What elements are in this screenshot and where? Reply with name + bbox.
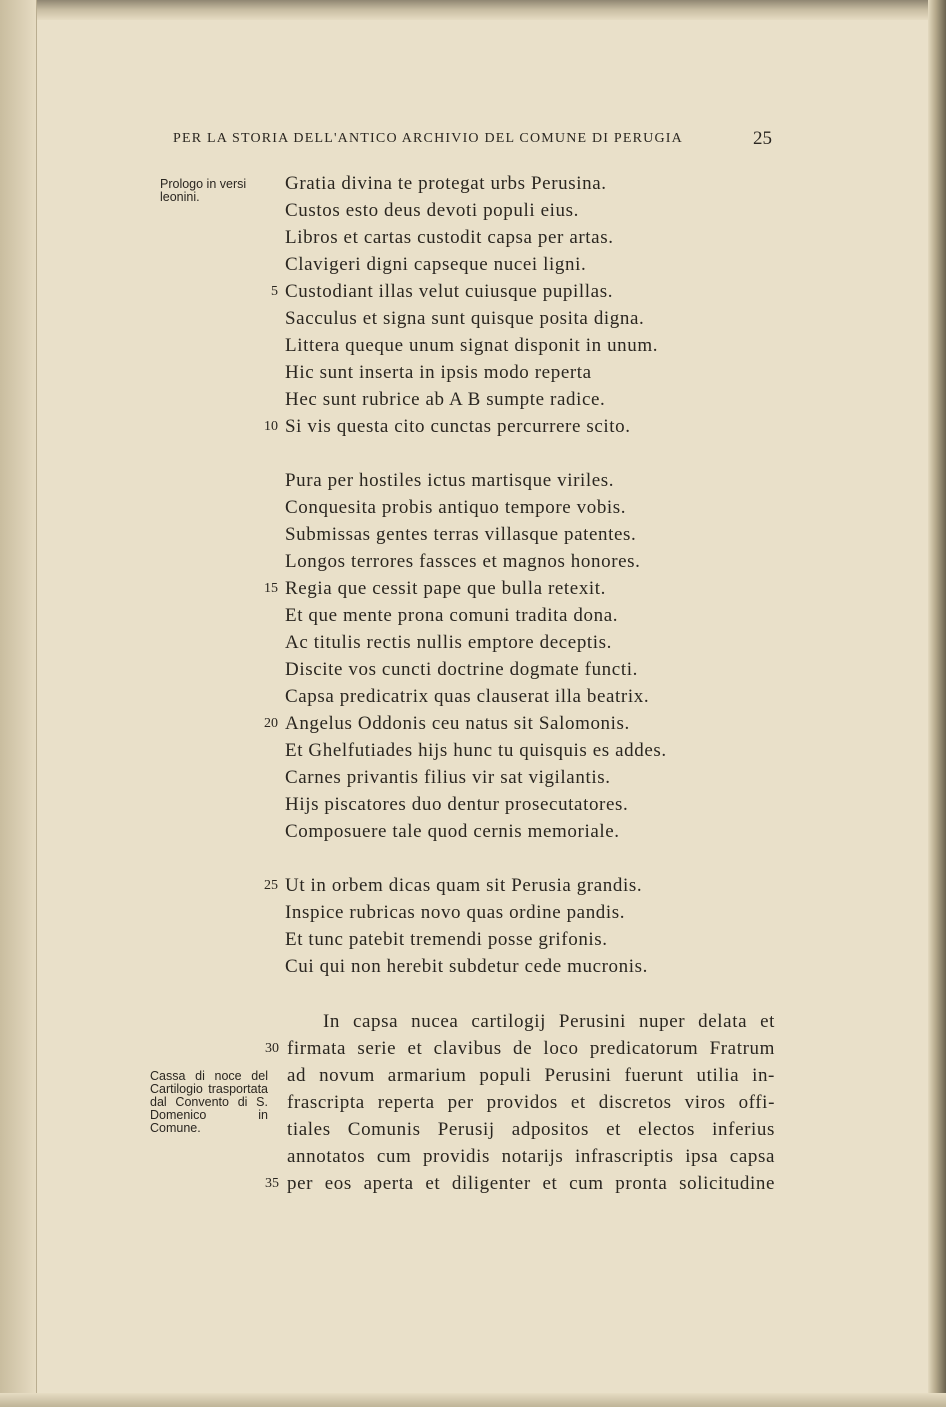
verse-line: Carnes privantis filius vir sat vigilantis. xyxy=(285,767,611,788)
verse-line: Longos terrores fassces et magnos honores. xyxy=(285,551,641,572)
prose-line: In capsa nucea cartilogij Perusini nuper delata et xyxy=(323,1011,775,1032)
verse-line: Pura per hostiles ictus martisque viriles. xyxy=(285,470,615,491)
prose-line: firmata serie et clavibus de loco predicatorum Fratrum xyxy=(287,1038,775,1059)
prose-line: frascripta reperta per providos et discretos viros offi- xyxy=(287,1092,775,1113)
verse-line: Sacculus et signa sunt quisque posita digna. xyxy=(285,308,645,329)
verse-line: Composuere tale quod cernis memoriale. xyxy=(285,821,620,842)
line-number: 15 xyxy=(264,581,278,596)
line-number: 35 xyxy=(265,1176,279,1191)
verse-line: Cui qui non herebit subdetur cede mucronis. xyxy=(285,956,648,977)
line-number: 30 xyxy=(265,1041,279,1056)
prose-line: tiales Comunis Perusij adpositos et electos inferius xyxy=(287,1119,775,1140)
verse-line: Hic sunt inserta in ipsis modo reperta xyxy=(285,362,592,383)
verse-line: Inspice rubricas novo quas ordine pandis. xyxy=(285,902,626,923)
line-number: 20 xyxy=(264,716,278,731)
margin-note-cassa: Cassa di noce del Cartilogio trasportata dal Convento di S. Domenico in Comune. xyxy=(150,1069,268,1135)
verse-line: Custos esto deus devoti populi eius. xyxy=(285,200,579,221)
page-left-edge xyxy=(0,0,37,1407)
prose-line: annotatos cum providis notarijs infrascriptis ipsa capsa xyxy=(287,1146,775,1167)
margin-note-prologo: Prologo in versi leonini. xyxy=(160,177,247,204)
verse-line: Si vis questa cito cunctas percurrere scito. xyxy=(285,416,631,437)
verse-line: Conquesita probis antiquo tempore vobis. xyxy=(285,497,627,518)
prose-line: ad novum armarium populi Perusini fuerunt utilia in- xyxy=(287,1065,775,1086)
verse-line: Regia que cessit pape que bulla retexit. xyxy=(285,578,607,599)
line-number: 5 xyxy=(271,284,278,299)
verse-line: Hijs piscatores duo dentur prosecutatores. xyxy=(285,794,629,815)
verse-line: Ut in orbem dicas quam sit Perusia grandis. xyxy=(285,875,643,896)
verse-line: Littera queque unum signat disponit in unum. xyxy=(285,335,659,356)
verse-line: Libros et cartas custodit capsa per artas. xyxy=(285,227,614,248)
verse-line: Et tunc patebit tremendi posse grifonis. xyxy=(285,929,608,950)
verse-line: Clavigeri digni capseque nucei ligni. xyxy=(285,254,587,275)
verse-line: Submissas gentes terras villasque patentes. xyxy=(285,524,637,545)
verse-line: Et que mente prona comuni tradita dona. xyxy=(285,605,619,626)
page-bottom-edge xyxy=(0,1393,946,1407)
verse-line: Hec sunt rubrice ab A B sumpte radice. xyxy=(285,389,606,410)
page-right-edge xyxy=(928,0,946,1407)
page-number: 25 xyxy=(753,128,772,149)
verse-line: Ac titulis rectis nullis emptore deceptis. xyxy=(285,632,613,653)
verse-line: Et Ghelfutiades hijs hunc tu quisquis es addes. xyxy=(285,740,667,761)
running-title: PER LA STORIA DELL'ANTICO ARCHIVIO DEL COMUNE DI PERUGIA xyxy=(173,131,683,146)
page-top-edge xyxy=(0,0,946,20)
line-number: 10 xyxy=(264,419,278,434)
line-number: 25 xyxy=(264,878,278,893)
verse-line: Discite vos cuncti doctrine dogmate functi. xyxy=(285,659,638,680)
verse-line: Gratia divina te protegat urbs Perusina. xyxy=(285,173,607,194)
verse-line: Capsa predicatrix quas clauserat illa beatrix. xyxy=(285,686,650,707)
prose-line: per eos aperta et diligenter et cum pronta solicitudine xyxy=(287,1173,775,1194)
verse-line: Custodiant illas velut cuiusque pupillas. xyxy=(285,281,614,302)
verse-line: Angelus Oddonis ceu natus sit Salomonis. xyxy=(285,713,630,734)
running-head xyxy=(173,128,773,149)
